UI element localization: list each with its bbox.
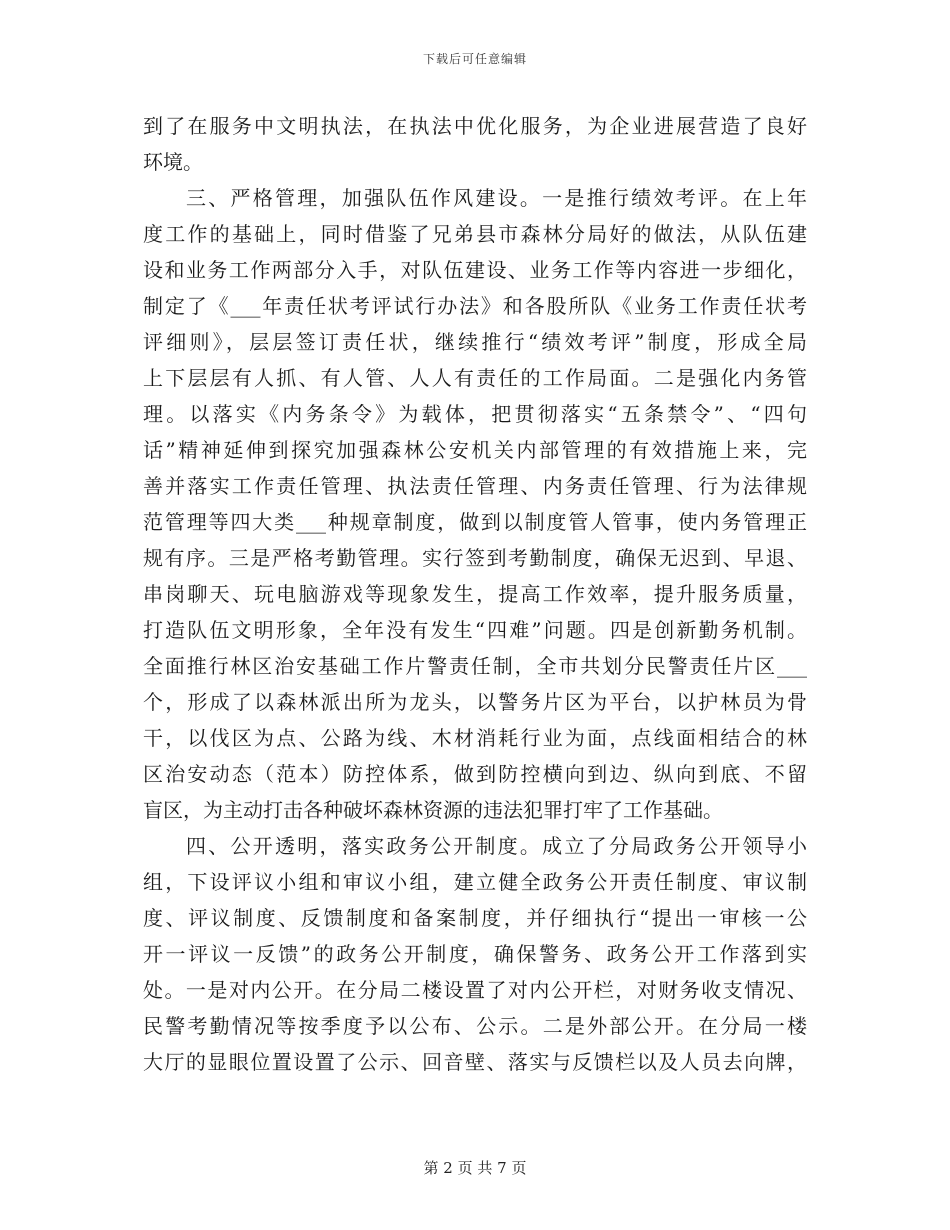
text-line: 干，以伐区为点、公路为线、木材消耗行业为面，点线面相结合的林 [143, 726, 807, 750]
text-line: 度、评议制度、反馈制度和备案制度，并仔细执行“提出一审核一公 [143, 906, 807, 930]
text-line: 组，下设评议小组和审议小组，建立健全政务公开责任制度、审议制 [143, 870, 807, 894]
text-line: 打造队伍文明形象，全年没有发生“四难”问题。四是创新勤务机制。 [143, 618, 807, 642]
text-line: 范管理等四大类___种规章制度，做到以制度管人管事，使内务管理正 [143, 510, 807, 534]
text-line: 全面推行林区治安基础工作片警责任制，全市共划分民警责任片区___ [143, 654, 807, 678]
paragraph-start-line: 四、公开透明，落实政务公开制度。成立了分局政务公开领导小 [186, 834, 807, 858]
text-line: 处。一是对内公开。在分局二楼设置了对内公开栏，对财务收支情况、 [143, 978, 807, 1002]
text-line: 上下层层有人抓、有人管、人人有责任的工作局面。二是强化内务管 [143, 366, 807, 390]
text-line: 盲区，为主动打击各种破坏森林资源的违法犯罪打牢了工作基础。 [143, 798, 723, 822]
text-line: 环境。 [143, 150, 203, 174]
text-line: 话”精神延伸到探究加强森林公安机关内部管理的有效措施上来，完 [143, 438, 807, 462]
paragraph-start-line: 三、严格管理，加强队伍作风建设。一是推行绩效考评。在上年 [186, 186, 807, 210]
page-number: 第 2 页 共 7 页 [423, 1159, 527, 1177]
text-line: 评细则》，层层签订责任状，继续推行“绩效考评”制度，形成全局 [143, 330, 807, 354]
text-line: 理。以落实《内务条令》为载体，把贯彻落实“五条禁令”、“四句 [143, 402, 807, 426]
page-header: 下载后可任意编辑 [422, 52, 527, 66]
text-line: 设和业务工作两部分入手，对队伍建设、业务工作等内容进一步细化， [143, 258, 807, 282]
document-body [143, 108, 807, 1080]
text-line: 区治安动态（范本）防控体系，做到防控横向到边、纵向到底、不留 [143, 762, 807, 786]
text-line: 民警考勤情况等按季度予以公布、公示。二是外部公开。在分局一楼 [143, 1014, 807, 1038]
text-line: 串岗聊天、玩电脑游戏等现象发生，提高工作效率，提升服务质量， [143, 582, 807, 606]
text-line: 开一评议一反馈”的政务公开制度，确保警务、政务公开工作落到实 [143, 942, 807, 966]
text-line: 大厅的显眼位置设置了公示、回音壁、落实与反馈栏以及人员去向牌， [143, 1050, 807, 1074]
text-line: 个，形成了以森林派出所为龙头，以警务片区为平台，以护林员为骨 [143, 690, 807, 714]
text-line: 规有序。三是严格考勤管理。实行签到考勤制度，确保无迟到、早退、 [143, 546, 807, 570]
text-line: 善并落实工作责任管理、执法责任管理、内务责任管理、行为法律规 [143, 474, 807, 498]
text-line: 到了在服务中文明执法，在执法中优化服务，为企业进展营造了良好 [143, 114, 807, 138]
text-line: 度工作的基础上，同时借鉴了兄弟县市森林分局好的做法，从队伍建 [143, 222, 807, 246]
text-line: 制定了《___年责任状考评试行办法》和各股所队《业务工作责任状考 [143, 294, 807, 318]
